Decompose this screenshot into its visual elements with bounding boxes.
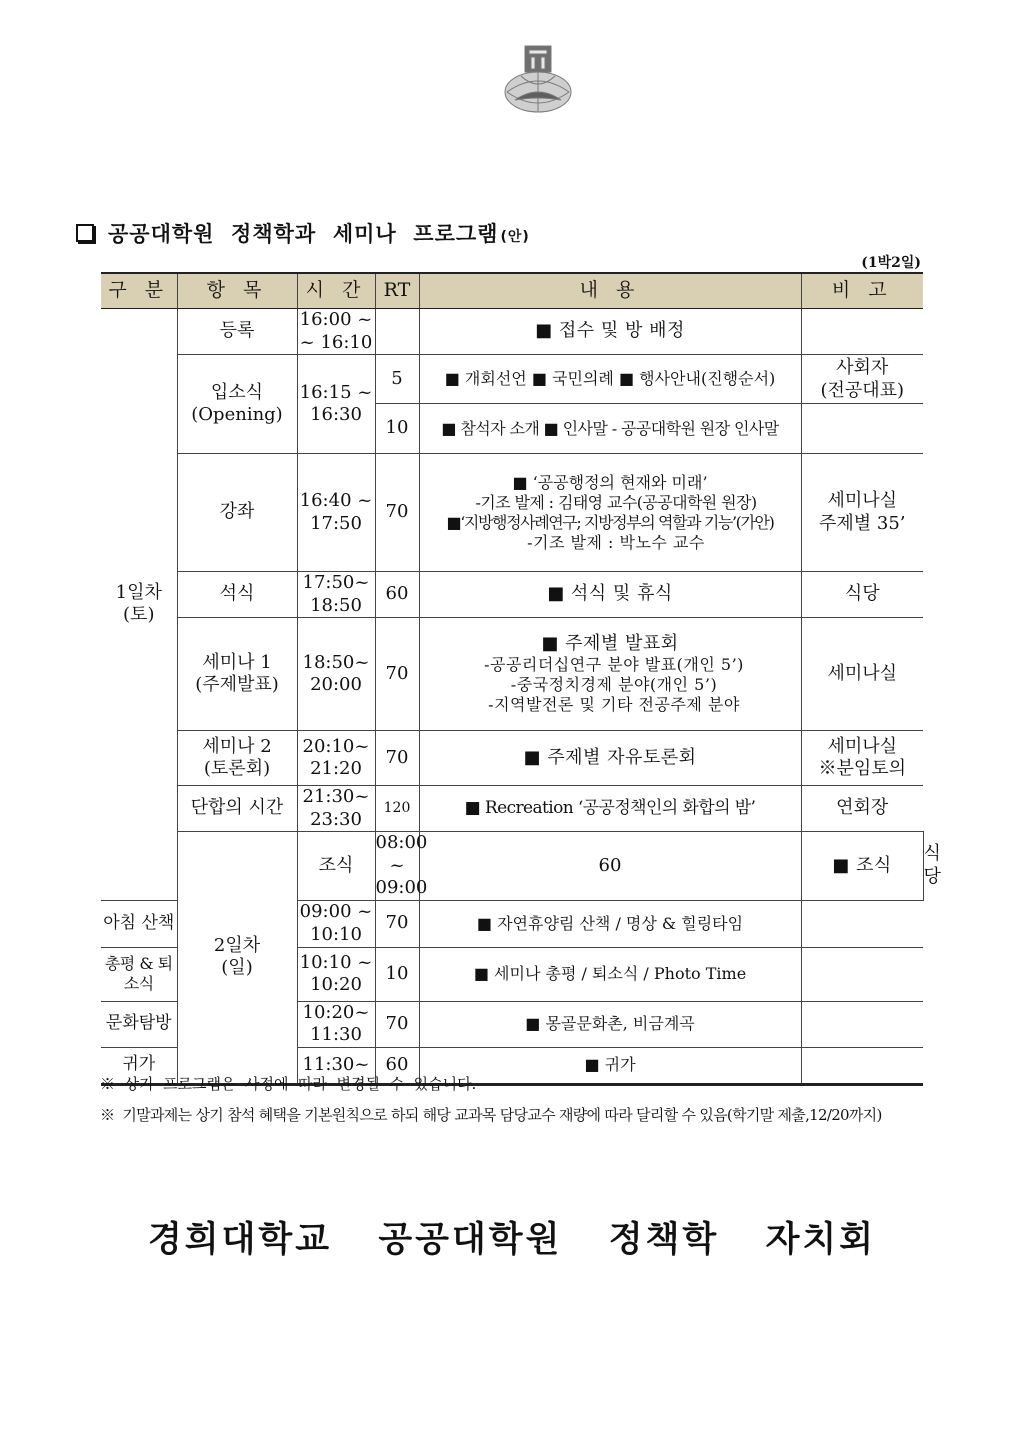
content-cell: ■ 주제별 자유토론회 xyxy=(419,731,801,786)
duration-label: (1박2일) xyxy=(861,255,921,271)
rt-cell xyxy=(375,309,419,355)
rt-cell: 120 xyxy=(375,786,419,832)
note-cell: 세미나실 주제별 35’ xyxy=(801,454,923,572)
table-header-row xyxy=(101,273,923,309)
content-cell: ■ 세미나 총평 / 퇴소식 / Photo Time xyxy=(419,947,801,1001)
table-row xyxy=(101,572,923,618)
rt-cell: 5 xyxy=(375,355,419,404)
column-header-note: 비 고 xyxy=(801,273,923,309)
time-cell: 21:30~ 23:30 xyxy=(297,786,375,832)
note-cell xyxy=(801,1001,923,1047)
rt-cell: 60 xyxy=(419,832,801,901)
footnote-schedule-change: ※ 상기 프로그램은 사정에 따라 변경될 수 있습니다. xyxy=(100,1075,477,1093)
day-1-label: 1일차 (토) xyxy=(101,309,177,901)
title-suffix: (안) xyxy=(500,229,530,245)
table-row xyxy=(101,786,923,832)
table-row xyxy=(101,309,923,355)
note-cell: 사회자 (전공대표) xyxy=(801,355,923,404)
table-row xyxy=(101,454,923,572)
content-cell: ■ 석식 및 휴식 xyxy=(419,572,801,618)
rt-cell: 70 xyxy=(375,618,419,731)
schedule-table xyxy=(101,272,941,1086)
item-cell: 단합의 시간 xyxy=(177,786,297,832)
time-cell: 10:10 ~ 10:20 xyxy=(297,947,375,1001)
time-cell: 18:50~ 20:00 xyxy=(297,618,375,731)
content-cell: ■ 접수 및 방 배정 xyxy=(419,309,801,355)
note-cell xyxy=(801,309,923,355)
rt-cell: 70 xyxy=(375,900,419,947)
rt-cell: 10 xyxy=(375,404,419,454)
time-cell: 20:10~ 21:20 xyxy=(297,731,375,786)
note-cell: 식당 xyxy=(801,572,923,618)
content-cell: ■ 조식 xyxy=(801,832,923,901)
item-cell: 석식 xyxy=(177,572,297,618)
checkbox-bullet-icon xyxy=(76,224,94,242)
note-cell: 세미나실 xyxy=(801,618,923,731)
content-cell: ■ 몽골문화촌, 비금계곡 xyxy=(419,1001,801,1047)
page-title xyxy=(76,218,530,248)
rt-cell: 70 xyxy=(375,1001,419,1047)
item-cell: 문화탐방 xyxy=(101,1001,177,1047)
item-cell: 강좌 xyxy=(177,454,297,572)
column-header-category: 구 분 xyxy=(101,273,177,309)
title-main: 공공대학원 정책학과 세미나 프로그램 xyxy=(108,222,499,246)
organization-name: 경희대학교 공공대학원 정책학 자치회 xyxy=(147,1220,877,1260)
content-cell: ■ 자연휴양림 산책 / 명상 & 힐링타임 xyxy=(419,900,801,947)
content-cell: ■ 귀가 xyxy=(419,1047,801,1084)
table-row: 2일차 (일) 조식 08:00 ~ 09:00 60 ■ 조식 식당 xyxy=(101,832,923,901)
rt-cell: 60 xyxy=(375,572,419,618)
content-cell: ■ ‘공공행정의 현재와 미래’ -기조 발제 : 김태영 교수(공공대학원 원장) ■‘지방행정사례연구; 지방정부의 역할과 기능’(가안) -기조 발제 : 박노수 교수 xyxy=(419,454,801,572)
column-header-time: 시 간 xyxy=(297,273,375,309)
column-header-rt: RT xyxy=(375,273,419,309)
item-cell: 세미나 1 (주제발표) xyxy=(177,618,297,731)
rt-cell: 70 xyxy=(375,731,419,786)
item-cell: 세미나 2 (토론회) xyxy=(177,731,297,786)
table-row xyxy=(101,731,923,786)
note-cell xyxy=(801,900,923,947)
item-cell: 등록 xyxy=(177,309,297,355)
time-cell: 16:00 ~ ~ 16:10 xyxy=(297,309,375,355)
footnote-assignment: ※ 기말과제는 상기 참석 혜택을 기본원칙으로 하되 해당 교과목 담당교수 재량에 따라 달리할 수 있음(학기말 제출,12/20까지) xyxy=(100,1106,882,1124)
column-header-content: 내 용 xyxy=(419,273,801,309)
content-cell: ■ Recreation ‘공공정책인의 화합의 밤’ xyxy=(419,786,801,832)
note-cell xyxy=(801,947,923,1001)
note-cell: 연회장 xyxy=(801,786,923,832)
time-cell: 09:00 ~ 10:10 xyxy=(297,900,375,947)
day-2-label: 2일차 (일) xyxy=(177,832,297,1085)
time-cell: 11:30~ xyxy=(297,1047,375,1084)
item-cell: 총평 & 퇴소식 xyxy=(101,947,177,1001)
time-cell: 17:50~ 18:50 xyxy=(297,572,375,618)
content-cell: ■ 주제별 발표회 -공공리더십연구 분야 발표(개인 5’) -중국정치경제 분야(개인 5’) -지역발전론 및 기타 전공주제 분야 xyxy=(419,618,801,731)
item-cell: 아침 산책 xyxy=(101,900,177,947)
content-cell: ■ 개회선언 ■ 국민의례 ■ 행사안내(진행순서) xyxy=(419,355,801,404)
content-cell: ■ 참석자 소개 ■ 인사말 - 공공대학원 원장 인사말 xyxy=(419,404,801,454)
note-cell: 세미나실 ※분임토의 xyxy=(801,731,923,786)
column-header-item: 항 목 xyxy=(177,273,297,309)
rt-cell: 70 xyxy=(375,454,419,572)
note-cell xyxy=(801,404,923,454)
time-cell: 10:20~ 11:30 xyxy=(297,1001,375,1047)
time-cell: 08:00 ~ 09:00 xyxy=(375,832,428,898)
item-cell: 귀가 xyxy=(101,1047,177,1084)
note-cell xyxy=(801,1047,923,1084)
table-row xyxy=(101,618,923,731)
university-emblem-icon xyxy=(501,40,575,118)
item-cell: 조식 xyxy=(297,832,375,901)
time-cell: 16:40 ~ 17:50 xyxy=(297,454,375,572)
item-cell: 입소식 (Opening) xyxy=(177,355,297,454)
rt-cell: 10 xyxy=(375,947,419,1001)
rt-cell: 60 xyxy=(375,1047,419,1084)
time-cell: 16:15 ~ 16:30 xyxy=(297,355,375,454)
table-row xyxy=(101,355,923,404)
